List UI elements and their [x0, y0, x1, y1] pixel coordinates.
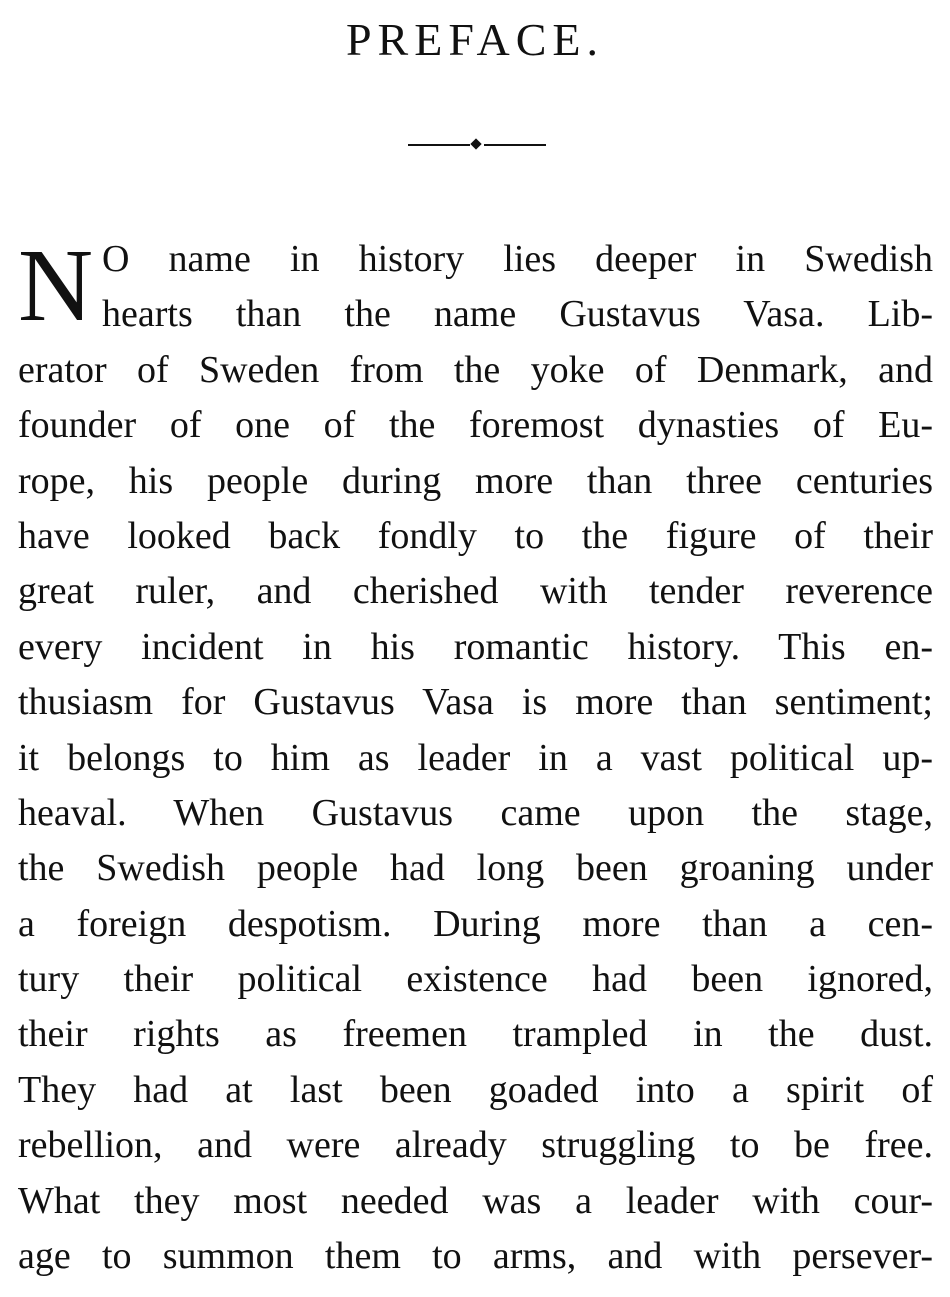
page-title: PREFACE. [345, 14, 605, 65]
divider-rule-left [408, 144, 470, 146]
text-line: every incident in his romantic history. This en- [18, 625, 933, 668]
text-line: have looked back fondly to the figure of their [18, 514, 933, 557]
divider-rule-right [484, 144, 546, 146]
text-line: They had at last been goaded into a spirit of [18, 1068, 933, 1111]
text-line: their rights as freemen trampled in the dust. [18, 1013, 933, 1056]
diamond-ornament-icon [470, 138, 481, 149]
text-line: hearts than the name Gustavus Vasa. Lib- [102, 293, 933, 336]
text-line: erator of Sweden from the yoke of Denmark, and [18, 348, 933, 391]
text-line: tury their political existence had been ignored, [18, 958, 933, 1001]
text-line: O name in history lies deeper in Swedish [102, 238, 933, 280]
preface-paragraph [18, 228, 933, 1284]
text-line: thusiasm for Gustavus Vasa is more than sentiment; [18, 681, 933, 724]
text-line: heaval. When Gustavus came upon the stage, [18, 791, 933, 834]
ornamental-divider [408, 138, 546, 152]
text-line: rebellion, and were already struggling to be free. [18, 1124, 933, 1167]
drop-cap: N [18, 228, 94, 343]
text-line: a foreign despotism. During more than a cen- [18, 902, 933, 945]
text-line: it belongs to him as leader in a vast political up- [18, 736, 933, 779]
text-line: rope, his people during more than three centuries [18, 459, 933, 502]
text-line: age to summon them to arms, and with persever- [18, 1235, 933, 1278]
text-line: What they most needed was a leader with cour- [18, 1179, 933, 1222]
text-line: the Swedish people had long been groaning under [18, 847, 933, 890]
text-line: great ruler, and cherished with tender reverence [18, 570, 933, 613]
text-line: founder of one of the foremost dynasties of Eu- [18, 404, 933, 447]
